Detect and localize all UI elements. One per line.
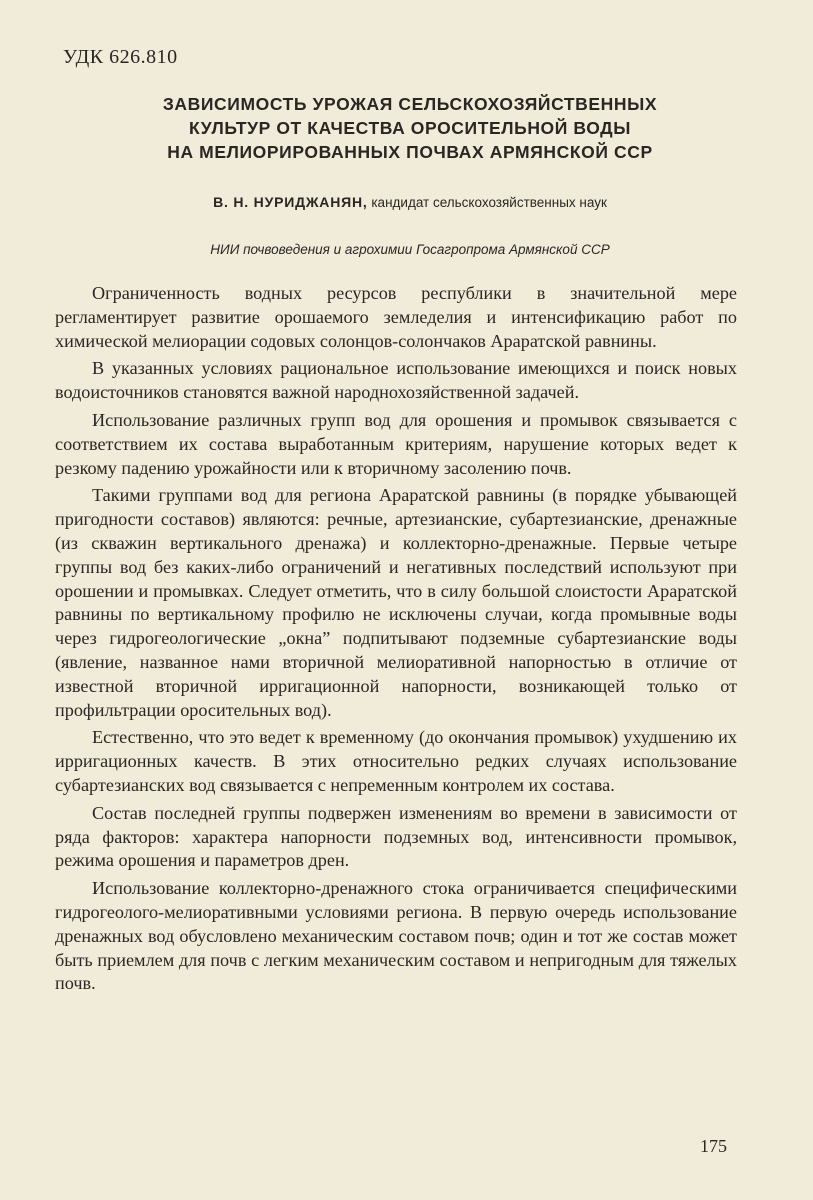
udk-code: УДК 626.810 bbox=[63, 46, 178, 68]
title-line: НА МЕЛИОРИРОВАННЫХ ПОЧВАХ АРМЯНСКОЙ ССР bbox=[167, 142, 653, 162]
title-line: КУЛЬТУР ОТ КАЧЕСТВА ОРОСИТЕЛЬНОЙ ВОДЫ bbox=[189, 118, 631, 138]
author-line bbox=[80, 194, 740, 210]
paragraph: Использование различных групп вод для орошения и промывок связывается с соответствием их состава выработанным критериям, нарушение которых ведет к резкому падению урожайности или к вторичному засолению почв. bbox=[55, 409, 737, 478]
paragraph: Использование коллекторно-дренажного стока ограничивается специфическими гидрогеолого-мелиоративными условиями региона. В первую очередь использование дренажных вод обусловлено механическим составом почв; один и тот же состав может быть приемлем для почв с легким механическим составом и непригодным для тяжелых почв. bbox=[55, 878, 737, 994]
title-line: ЗАВИСИМОСТЬ УРОЖАЯ СЕЛЬСКОХОЗЯЙСТВЕННЫХ bbox=[162, 94, 658, 114]
page-number: 175 bbox=[700, 1136, 727, 1156]
paragraph: Ограниченность водных ресурсов республики в значительной мере регламентирует развитие орошаемого земледелия и интенсификацию работ по химической мелиорации содовых солонцов-солончаков Араратской равнины. bbox=[55, 283, 737, 351]
article-title bbox=[80, 92, 740, 164]
article-body bbox=[55, 282, 737, 1000]
author-degree: кандидат сельскохозяйственных наук bbox=[371, 195, 607, 210]
paragraph: Естественно, что это ведет к временному (до окончания промывок) ухудшению их ирригационных качеств. В этих относительно редких случаях использование субартезианских вод связывается с непременным контролем их состава. bbox=[55, 727, 737, 795]
paragraph: Состав последней группы подвержен изменениям во времени в зависимости от ряда факторов: характера напорности подземных вод, интенсивности промывок, режима орошения и параметров дрен. bbox=[55, 802, 737, 871]
author-name: В. Н. НУРИДЖАНЯН, bbox=[213, 194, 368, 210]
affiliation: НИИ почвоведения и агрохимии Госагропрома Армянской ССР bbox=[210, 242, 610, 257]
paragraph: В указанных условиях рациональное использование имеющихся и поиск новых водоисточников становятся важной народнохозяйственной задачей. bbox=[55, 358, 737, 403]
paragraph: Такими группами вод для региона Араратской равнины (в порядке убывающей пригодности составов) являются: речные, артезианские, субартезианские, дренажные (из скважин вертикального дренажа) и коллекторно-дренажные. Первые четыре группы вод без каких-либо ограничений и негативных последствий используют при орошении и промывках. Следует отметить, что в силу большой слоистости Араратской равнины по вертикальному профилю не исключены случаи, когда промывные воды через гидрогеологические „окна” подпитывают подземные субартезианские воды (явление, названное нами вторичной мелиоративной напорностью в отличие от известной вторичной ирригационной напорности, возникающей только от профильтрации оросительных вод). bbox=[55, 485, 737, 720]
